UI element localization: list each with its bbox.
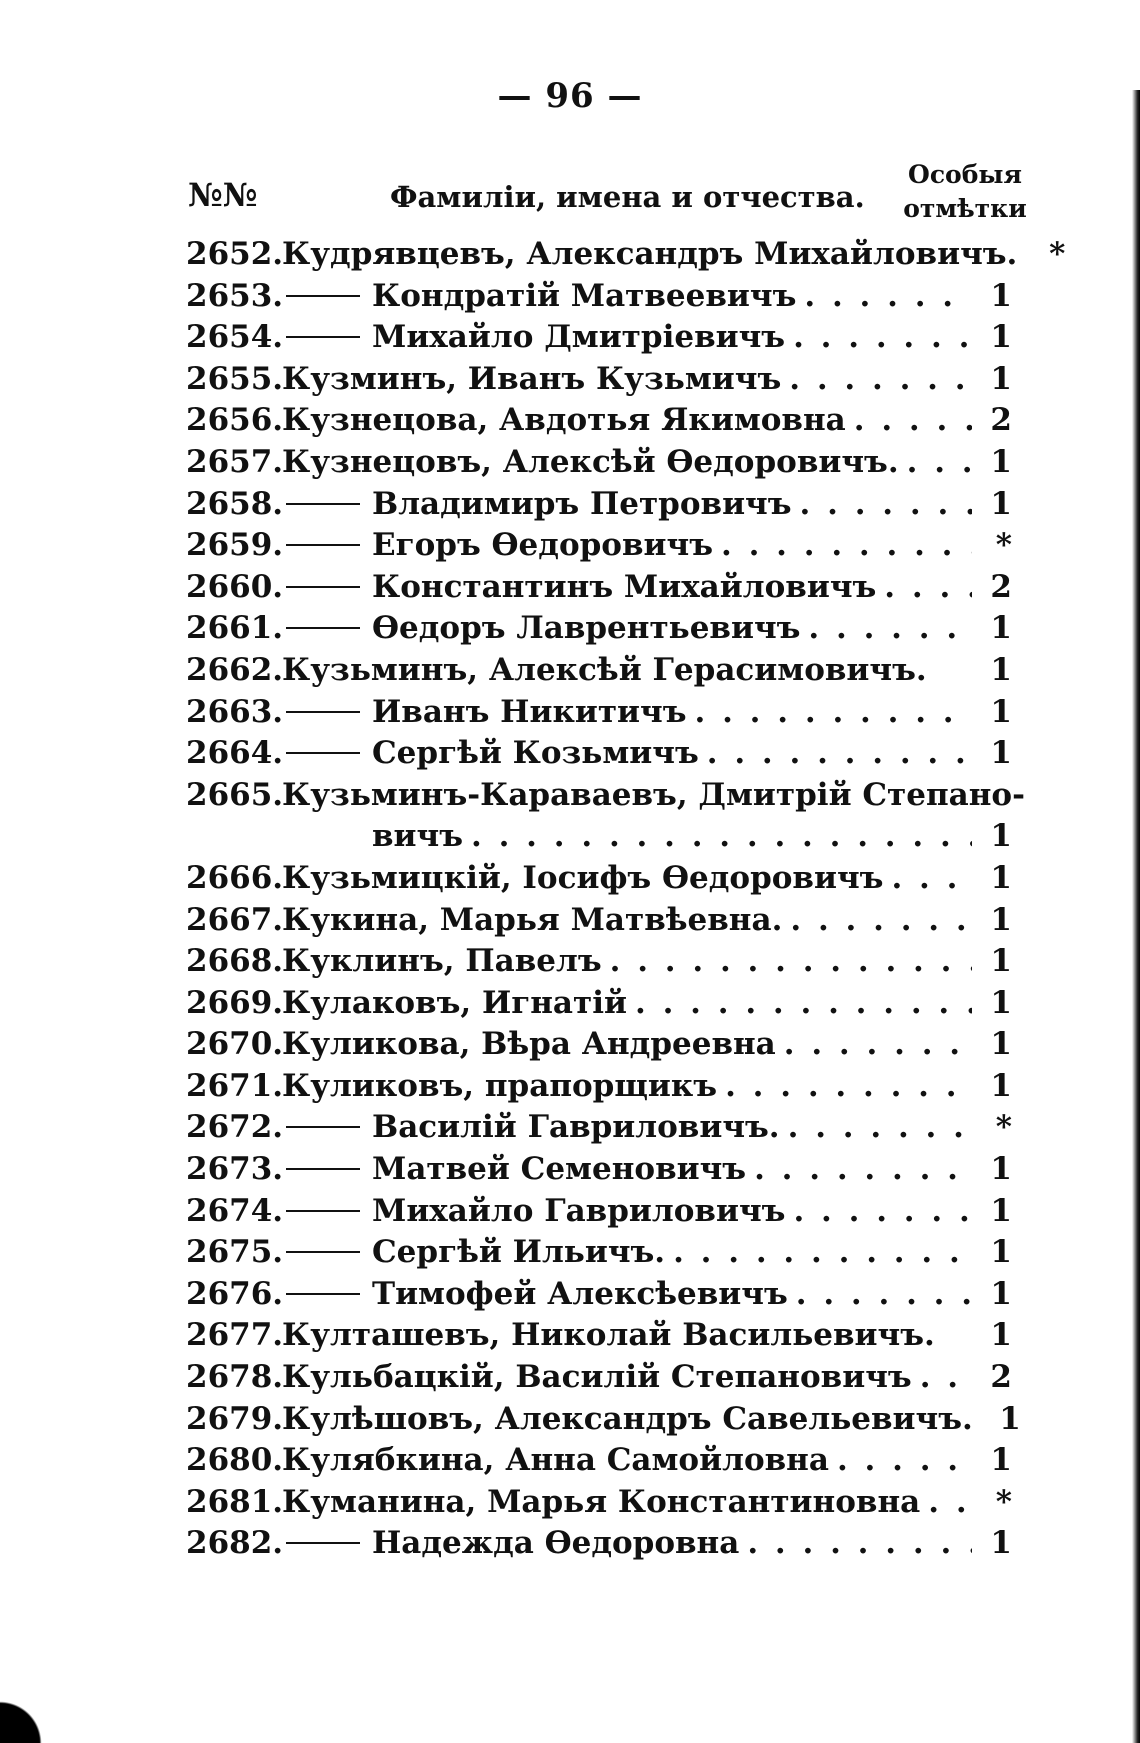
entry-number: 2672.	[186, 1109, 284, 1146]
entry-mark: 1	[990, 1317, 1012, 1354]
entry-number: 2680.	[186, 1442, 284, 1479]
entry-mark: 2	[990, 1359, 1012, 1396]
entry-name: Иванъ Никитичъ	[372, 693, 687, 730]
entry-name: Куклинъ, Павелъ	[282, 943, 602, 980]
entry-name: Кондратій Матвеевичъ	[372, 277, 797, 314]
leader-dots	[899, 444, 972, 480]
list-item	[186, 486, 1012, 528]
entry-number: 2665.	[186, 776, 284, 813]
entry-number: 2679.	[186, 1400, 284, 1437]
leader-dots	[788, 1276, 972, 1312]
list-item	[186, 444, 1012, 486]
entry-mark: 1	[990, 1234, 1012, 1271]
entry-number: 2659.	[186, 527, 284, 564]
entry-mark: 1	[990, 610, 1012, 647]
entry-mark: 1	[990, 818, 1012, 855]
leader-dots	[780, 1109, 972, 1145]
entry-mark: 1	[990, 1275, 1012, 1312]
entry-name: Кузминъ, Иванъ Кузьмичъ	[282, 360, 782, 397]
entry-mark: 2	[990, 402, 1012, 439]
leader-dots	[876, 569, 972, 605]
scan-corner-mark	[0, 1673, 70, 1743]
entry-number: 2669.	[186, 984, 284, 1021]
entry-number: 2664.	[186, 735, 284, 772]
list-item	[186, 278, 1012, 320]
entry-mark: 1	[990, 1151, 1012, 1188]
entry-mark: *	[995, 527, 1012, 564]
entry-name: Владимиръ Петровичъ	[372, 485, 792, 522]
ditto-dash	[286, 1168, 360, 1170]
entry-number: 2670.	[186, 1026, 284, 1063]
names-column-header: Фамиліи, имена и отчества.	[390, 180, 865, 214]
entry-number: 2657.	[186, 443, 284, 480]
entry-name: Егоръ Өедоровичъ	[372, 527, 713, 564]
entry-name: Кузнецова, Авдотья Якимовна	[282, 402, 846, 439]
ditto-dash	[286, 336, 360, 338]
list-item	[186, 1317, 1012, 1359]
entry-number: 2660.	[186, 568, 284, 605]
entry-mark: 1	[990, 901, 1012, 938]
entry-number: 2663.	[186, 693, 284, 730]
list-item	[186, 860, 1012, 902]
entry-mark: 1	[990, 1525, 1012, 1562]
entry-number: 2654.	[186, 319, 284, 356]
entry-number: 2662.	[186, 651, 284, 688]
leader-dots	[800, 610, 972, 646]
leader-dots	[627, 985, 972, 1021]
entry-mark: 1	[990, 1442, 1012, 1479]
list-item	[186, 319, 1012, 361]
ditto-dash	[286, 544, 360, 546]
list-item	[186, 694, 1012, 736]
entry-number: 2666.	[186, 859, 284, 896]
entry-name: Кукина, Марья Матвѣевна.	[282, 901, 783, 938]
entry-number: 2676.	[186, 1275, 284, 1312]
entry-name: Куликовъ, прапорщикъ	[282, 1067, 718, 1104]
leader-dots	[717, 1068, 972, 1104]
table-header	[0, 158, 1140, 228]
entry-name: Кузьмицкій, Іосифъ Өедоровичъ	[282, 859, 884, 896]
list-item	[186, 1442, 1012, 1484]
entry-name: Кузьминъ, Алексѣй Герасимовичъ.	[282, 651, 927, 688]
entry-mark: 1	[990, 443, 1012, 480]
ditto-dash	[286, 1293, 360, 1295]
list-item	[186, 402, 1012, 444]
entry-number: 2655.	[186, 360, 284, 397]
leader-dots	[665, 1234, 972, 1270]
entry-mark: *	[995, 1483, 1012, 1520]
entry-mark: 1	[990, 1192, 1012, 1229]
leader-dots	[699, 735, 972, 771]
entry-name: Куликова, Вѣра Андреевна	[282, 1026, 776, 1063]
ditto-dash	[286, 1126, 360, 1128]
list-item	[186, 1026, 1012, 1068]
ditto-dash	[286, 1210, 360, 1212]
entry-number: 2652.	[186, 236, 284, 272]
entry-name: Михайло Гавриловичъ	[372, 1192, 786, 1229]
entry-mark: 1	[990, 735, 1012, 772]
entry-name: Куманина, Марья Константиновна	[282, 1483, 921, 1520]
ditto-dash	[286, 503, 360, 505]
entry-number: 2656.	[186, 402, 284, 439]
leader-dots	[602, 943, 972, 979]
entry-name: вичъ	[372, 818, 464, 855]
list-item	[186, 1400, 1021, 1443]
list-item	[186, 1109, 1012, 1151]
entry-name: Кулѣшовъ, Александръ Савельевичъ.	[282, 1400, 973, 1437]
list-item	[186, 902, 1012, 944]
ditto-dash	[286, 1251, 360, 1253]
leader-dots	[463, 818, 972, 854]
list-item	[186, 1234, 1012, 1276]
list-item	[186, 569, 1012, 611]
list-item	[186, 1068, 1012, 1110]
entry-mark: 1	[990, 859, 1012, 896]
list-item	[186, 236, 1066, 278]
leader-dots	[912, 1359, 972, 1395]
entry-name: Кулаковъ, Игнатій	[282, 984, 627, 1021]
entry-number: 2678.	[186, 1359, 284, 1396]
list-item	[186, 943, 1012, 985]
entry-number: 2677.	[186, 1317, 284, 1354]
entry-mark: 1	[990, 319, 1012, 356]
list-item	[186, 1359, 1012, 1401]
ditto-dash	[286, 1542, 360, 1544]
leader-dots	[687, 694, 972, 730]
leader-dots	[785, 319, 972, 355]
entry-number: 2673.	[186, 1151, 284, 1188]
leader-dots	[846, 402, 972, 438]
entry-mark: 1	[999, 1400, 1021, 1437]
entry-name: Кульбацкій, Василій Степановичъ	[282, 1359, 912, 1396]
ditto-dash	[286, 711, 360, 713]
entry-number: 2674.	[186, 1192, 284, 1229]
leader-dots	[739, 1525, 972, 1561]
leader-dots	[920, 1484, 972, 1520]
leader-dots	[796, 278, 972, 314]
entry-mark: 1	[990, 943, 1012, 980]
entry-name: Тимофей Алексѣевичъ	[372, 1275, 788, 1312]
entry-mark: *	[1049, 236, 1066, 272]
entries-list	[186, 236, 1066, 1567]
entry-number: 2667.	[186, 901, 284, 938]
entry-name: Өедоръ Лаврентьевичъ	[372, 610, 801, 647]
entry-name: Кудрявцевъ, Александръ Михайловичъ.	[282, 236, 1018, 272]
list-item	[186, 735, 1012, 777]
leader-dots	[883, 860, 972, 896]
list-item	[186, 818, 1012, 860]
list-item	[186, 1525, 1012, 1567]
list-item	[186, 361, 1012, 403]
entry-mark: 1	[990, 360, 1012, 397]
entry-number: 2681.	[186, 1483, 284, 1520]
numbers-column-header: №№	[188, 176, 258, 214]
ditto-dash	[286, 627, 360, 629]
entry-name: Кулябкина, Анна Самойловна	[282, 1442, 829, 1479]
entry-mark: 1	[990, 485, 1012, 522]
entry-name: Кузнецовъ, Алексѣй Өедоровичъ.	[282, 443, 899, 480]
entry-name: Михайло Дмитріевичъ	[372, 319, 786, 356]
scan-edge-shadow	[1132, 90, 1140, 1743]
leader-dots	[792, 486, 972, 522]
marks-header-line2: отмѣтки	[903, 194, 1027, 223]
list-item	[186, 652, 1012, 694]
entry-number: 2661.	[186, 610, 284, 647]
entry-mark: 1	[990, 1026, 1012, 1063]
list-item	[186, 1276, 1012, 1318]
ditto-dash	[286, 586, 360, 588]
ditto-dash	[286, 752, 360, 754]
leader-dots	[829, 1442, 972, 1478]
entry-name: Кузьминъ-Караваевъ, Дмитрій Степано-	[282, 776, 1025, 813]
marks-column-header	[900, 158, 1030, 226]
entry-number: 2671.	[186, 1067, 284, 1104]
list-item	[186, 776, 1025, 819]
entry-name: Матвей Семеновичъ	[372, 1151, 747, 1188]
list-item	[186, 1484, 1012, 1526]
leader-dots	[713, 527, 972, 563]
entry-number: 2682.	[186, 1525, 284, 1562]
entry-mark: *	[995, 1109, 1012, 1146]
entry-number: 2668.	[186, 943, 284, 980]
list-item	[186, 610, 1012, 652]
entry-mark: 1	[990, 984, 1012, 1021]
entry-mark: 1	[990, 651, 1012, 688]
entry-mark: 2	[990, 568, 1012, 605]
marks-header-line1: Особыя	[908, 160, 1022, 189]
entry-mark: 1	[990, 1067, 1012, 1104]
leader-dots	[782, 902, 972, 938]
entry-number: 2658.	[186, 485, 284, 522]
entry-name: Василій Гавриловичъ.	[372, 1109, 780, 1146]
list-item	[186, 1193, 1012, 1235]
list-item	[186, 985, 1012, 1027]
leader-dots	[776, 1026, 972, 1062]
list-item	[186, 527, 1012, 569]
entry-name: Сергѣй Ильичъ.	[372, 1234, 666, 1271]
entry-name: Сергѣй Козьмичъ	[372, 735, 699, 772]
leader-dots	[781, 361, 972, 397]
leader-dots	[746, 1151, 972, 1187]
page-number: — 96 —	[497, 76, 643, 116]
ditto-dash	[286, 295, 360, 297]
entry-number: 2675.	[186, 1234, 284, 1271]
list-item	[186, 1151, 1012, 1193]
entry-name: Надежда Өедоровна	[372, 1525, 740, 1562]
entry-name: Константинъ Михайловичъ	[372, 568, 877, 605]
entry-name: Култашевъ, Николай Васильевичъ.	[282, 1317, 935, 1354]
entry-mark: 1	[990, 277, 1012, 314]
entry-number: 2653.	[186, 277, 284, 314]
entry-mark: 1	[990, 693, 1012, 730]
leader-dots	[785, 1193, 972, 1229]
